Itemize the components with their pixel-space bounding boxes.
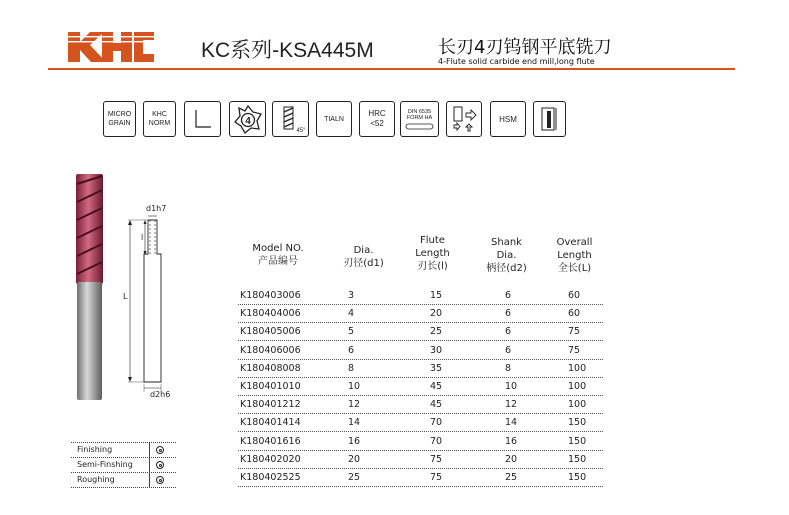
overall-length-cell: 60 bbox=[568, 308, 581, 320]
table-row bbox=[238, 287, 603, 305]
khc-logo bbox=[68, 24, 154, 68]
table-row bbox=[238, 396, 603, 414]
model-cell: K180401010 bbox=[240, 381, 301, 392]
model-cell: K180401212 bbox=[240, 399, 301, 411]
table-row bbox=[238, 342, 603, 360]
header-divider bbox=[48, 68, 735, 70]
model-cell: K180405006 bbox=[240, 326, 301, 338]
shank-dia-cell: 20 bbox=[505, 453, 518, 465]
legend-finishing: Finishing bbox=[71, 442, 176, 458]
hrc-icon: HRC <52 bbox=[359, 101, 395, 137]
dia-cell: 4 bbox=[348, 308, 355, 320]
legend-semi-finishing: Semi-Finshing bbox=[71, 458, 176, 473]
table-row bbox=[238, 360, 603, 378]
model-title: KC系列-KSA445M bbox=[201, 39, 374, 62]
tool-photo bbox=[72, 172, 110, 402]
flute-count-label: 4 bbox=[244, 116, 251, 127]
shank-dia-cell: 8 bbox=[505, 362, 512, 374]
flute-length-cell: 25 bbox=[430, 326, 443, 338]
table-row bbox=[238, 433, 603, 451]
table-row bbox=[238, 323, 603, 341]
tool-shape-icon bbox=[533, 101, 566, 137]
flute-length-cell: 45 bbox=[430, 399, 443, 411]
machining-direction-icon bbox=[446, 101, 482, 137]
model-cell: K180401414 bbox=[240, 417, 301, 429]
product-subtitle-en: 4-Flute solid carbide end mill,long flute bbox=[438, 57, 595, 66]
product-title-cn: 长刃4刃钨钢平底铣刀 bbox=[438, 37, 612, 58]
overall-length-cell: 150 bbox=[568, 453, 587, 465]
hsm-icon: HSM bbox=[490, 101, 526, 137]
overall-length-cell: 100 bbox=[568, 399, 587, 411]
finishing-icon bbox=[156, 446, 164, 454]
shank-dia-cell: 25 bbox=[505, 472, 518, 483]
flute-length-cell: 15 bbox=[430, 290, 443, 301]
d2-label: d2h6 bbox=[150, 390, 171, 399]
dia-cell: 3 bbox=[348, 290, 355, 301]
dia-cell: 14 bbox=[348, 417, 361, 429]
header-overall-length: Overall Length 全长(L) bbox=[556, 237, 593, 274]
table-row bbox=[238, 469, 603, 487]
shank-dia-cell: 6 bbox=[505, 344, 512, 356]
dia-cell: 10 bbox=[348, 381, 361, 392]
table-row bbox=[238, 378, 603, 396]
flute-length-cell: 20 bbox=[430, 308, 443, 320]
khc-norm-icon: KHC NORM bbox=[143, 101, 176, 137]
table-row bbox=[238, 414, 603, 432]
d1-label: d1h7 bbox=[146, 204, 167, 213]
header-dia: Dia. 刃径(d1) bbox=[343, 245, 384, 269]
dia-cell: 12 bbox=[348, 399, 361, 411]
l-label: l bbox=[141, 233, 144, 242]
machining-legend bbox=[71, 442, 176, 488]
overall-length-cell: 150 bbox=[568, 472, 587, 483]
four-flute-icon bbox=[229, 101, 266, 137]
shank-dia-cell: 16 bbox=[505, 435, 518, 447]
overall-length-cell: 100 bbox=[568, 362, 587, 374]
table-row bbox=[238, 305, 603, 323]
dia-cell: 20 bbox=[348, 453, 361, 465]
overall-length-cell: 75 bbox=[568, 344, 581, 356]
shank-dia-cell: 6 bbox=[505, 326, 512, 338]
model-cell: K180406006 bbox=[240, 344, 301, 356]
model-cell: K180403006 bbox=[240, 290, 301, 301]
table-row bbox=[238, 451, 603, 469]
shank-dia-cell: 14 bbox=[505, 417, 518, 429]
flute-length-cell: 75 bbox=[430, 453, 443, 465]
overall-length-cell: 150 bbox=[568, 417, 587, 429]
dia-cell: 16 bbox=[348, 435, 361, 447]
header-shank-dia: Shank Dia. 柄径(d2) bbox=[486, 237, 527, 274]
dia-cell: 25 bbox=[348, 472, 361, 483]
model-cell: K180402020 bbox=[240, 453, 301, 465]
shank-dia-cell: 6 bbox=[505, 308, 512, 320]
model-cell: K180401616 bbox=[240, 435, 301, 447]
helix-angle-icon bbox=[272, 101, 309, 137]
roughing-icon bbox=[156, 476, 164, 484]
model-cell: K180404006 bbox=[240, 308, 301, 320]
model-cell: K180408008 bbox=[240, 362, 301, 374]
header-model: Model NO. 产品编号 bbox=[252, 243, 304, 267]
legend-roughing: Roughing bbox=[71, 473, 176, 488]
flute-length-cell: 75 bbox=[430, 472, 443, 483]
overall-length-label: L bbox=[123, 292, 128, 301]
overall-length-cell: 60 bbox=[568, 290, 581, 301]
shank-dia-cell: 12 bbox=[505, 399, 518, 411]
dia-cell: 8 bbox=[348, 362, 355, 374]
tialn-coating-icon: TIALN bbox=[316, 101, 352, 137]
flute-length-cell: 70 bbox=[430, 417, 443, 429]
shank-dia-cell: 10 bbox=[505, 381, 518, 392]
flute-length-cell: 35 bbox=[430, 362, 443, 374]
dia-cell: 5 bbox=[348, 326, 355, 338]
overall-length-cell: 75 bbox=[568, 326, 581, 338]
flute-length-cell: 30 bbox=[430, 344, 443, 356]
model-cell: K180402525 bbox=[240, 472, 301, 483]
flute-length-cell: 70 bbox=[430, 435, 443, 447]
helix-angle-label: 45° bbox=[295, 128, 306, 134]
shank-dia-cell: 6 bbox=[505, 290, 512, 301]
dimension-drawing bbox=[118, 200, 198, 410]
overall-length-cell: 150 bbox=[568, 435, 587, 447]
square-end-icon bbox=[184, 101, 221, 137]
header-flute-length: Flute Length 刃长(l) bbox=[415, 235, 450, 272]
dia-cell: 6 bbox=[348, 344, 355, 356]
overall-length-cell: 100 bbox=[568, 381, 587, 392]
din-standard-icon: DIN 6535 FORM HA bbox=[400, 101, 439, 137]
micro-grain-icon: MICRO GRAIN bbox=[103, 101, 136, 137]
flute-length-cell: 45 bbox=[430, 381, 443, 392]
semi-finishing-icon bbox=[156, 461, 164, 469]
